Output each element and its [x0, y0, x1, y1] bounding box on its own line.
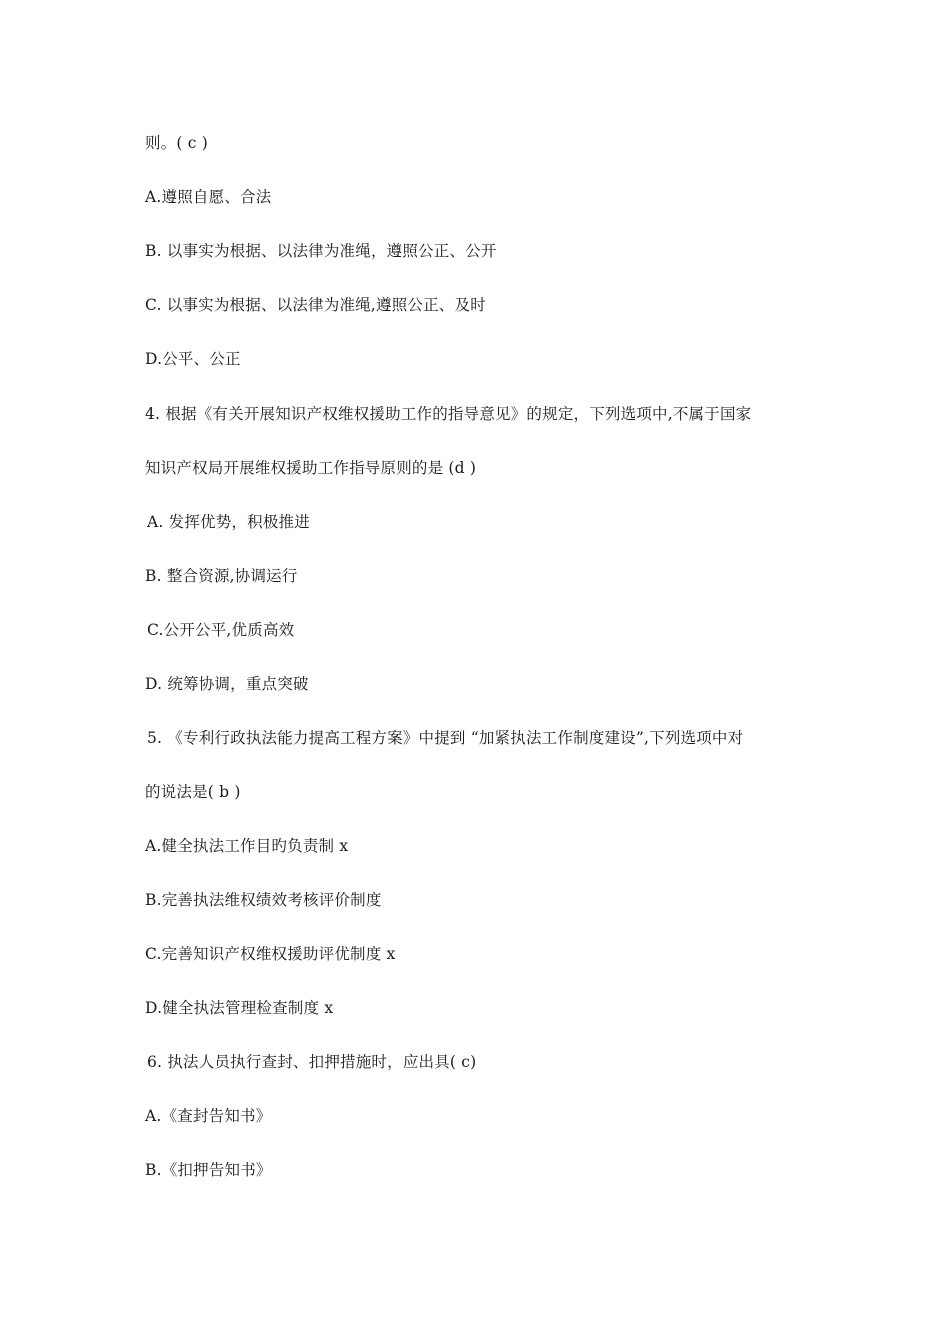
option-line: A. 发挥优势，积极推进	[147, 513, 310, 531]
option-line: B.《扣押告知书》	[145, 1161, 272, 1179]
option-line: D. 统筹协调，重点突破	[145, 675, 309, 693]
question-line: 6. 执法人员执行查封、扣押措施时，应出具( c)	[147, 1053, 477, 1071]
question-line: 知识产权局开展维权援助工作指导原则的是 (d )	[145, 459, 477, 477]
option-line: C. 以事实为根据、以法律为准绳,遵照公正、及时	[145, 296, 486, 314]
option-line: B. 整合资源,协调运行	[145, 567, 298, 585]
option-line: A.《查封告知书》	[145, 1107, 272, 1125]
option-line: A.遵照自愿、合法	[145, 188, 272, 206]
option-line: C.完善知识产权维权援助评优制度 x	[145, 945, 396, 963]
question-line: 5. 《专利行政执法能力提高工程方案》中提到 “加紧执法工作制度建设”,下列选项中对	[147, 729, 744, 747]
question-line: 的说法是( b )	[145, 783, 241, 801]
option-line: B.完善执法维权绩效考核评价制度	[145, 891, 382, 909]
text-line: 则。( c )	[145, 134, 209, 152]
option-line: D.公平、公正	[145, 350, 241, 368]
option-line: C.公开公平,优质高效	[147, 621, 295, 639]
question-line: 4. 根据《有关开展知识产权维权援助工作的指导意见》的规定，下列选项中,不属于国家	[145, 405, 752, 423]
option-line: A.健全执法工作目旳负责制 x	[145, 837, 349, 855]
option-line: D.健全执法管理检查制度 x	[145, 999, 334, 1017]
option-line: B. 以事实为根据、以法律为准绳，遵照公正、公开	[145, 242, 497, 260]
